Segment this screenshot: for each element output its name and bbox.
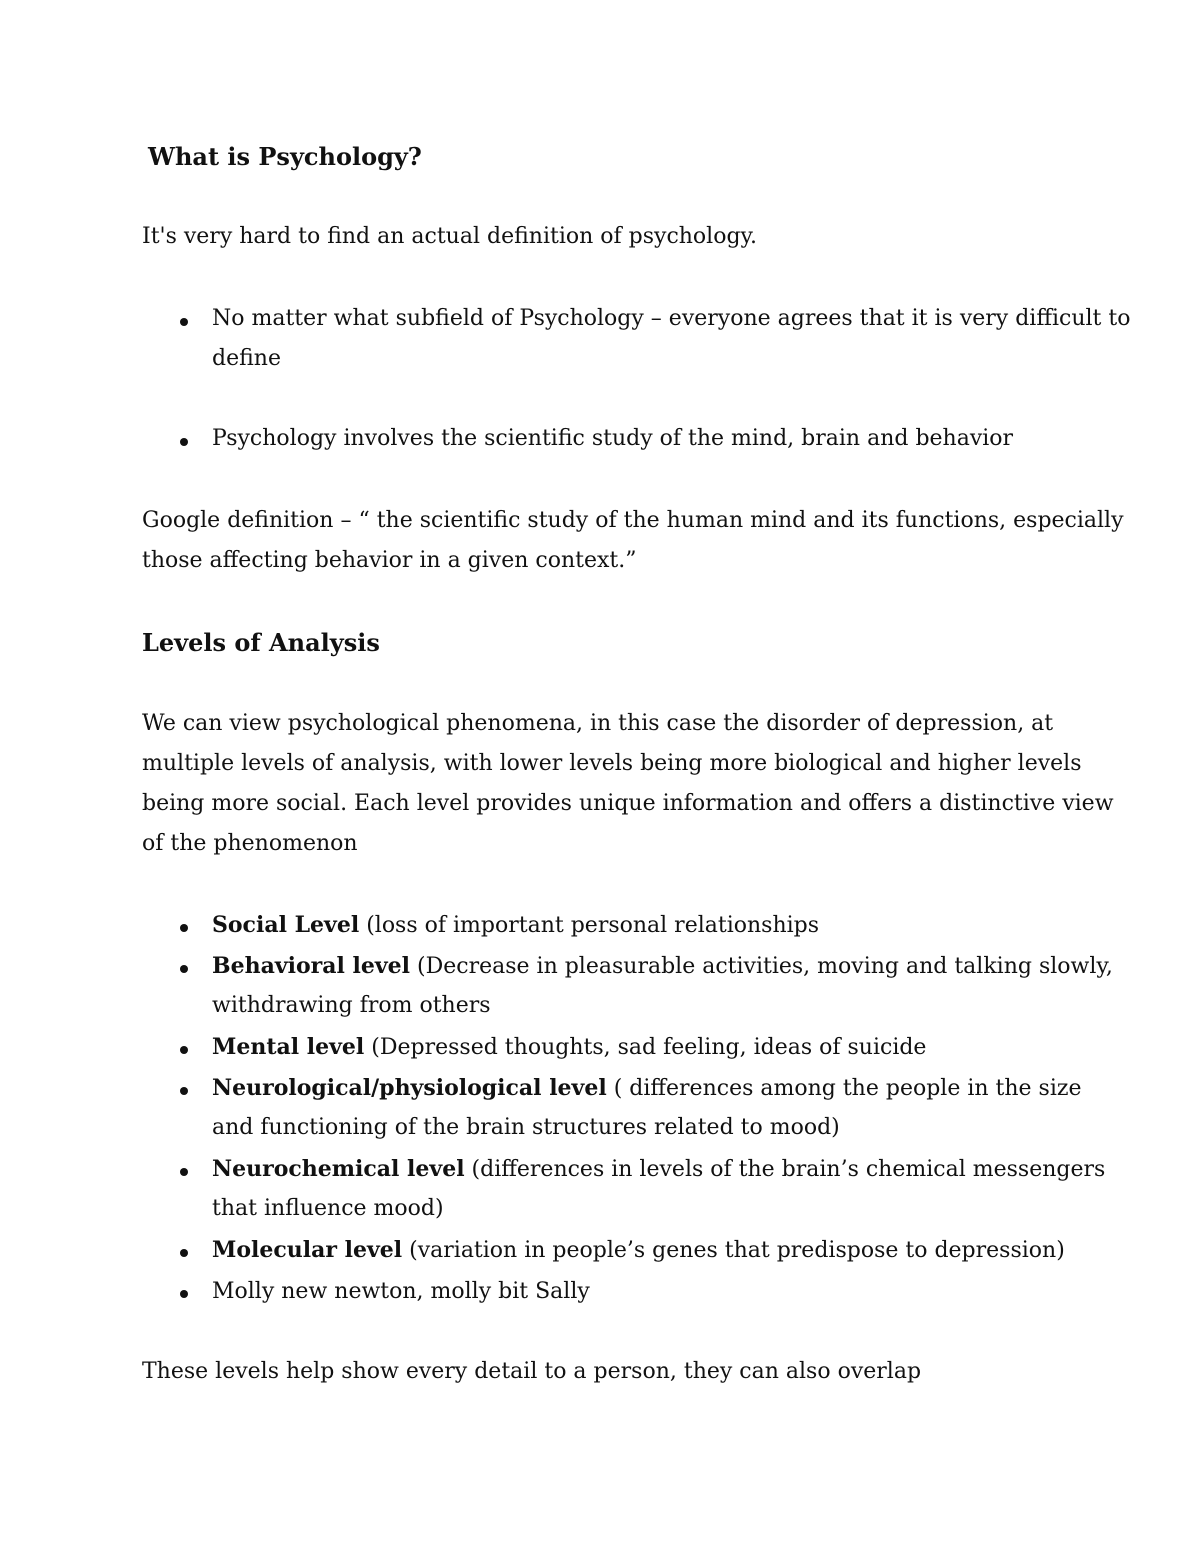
bullet-icon (180, 1087, 188, 1095)
bullet-icon (180, 1249, 188, 1257)
section-heading: Levels of Analysis (142, 628, 380, 657)
paragraph-line: We can view psychological phenomena, in this case the disorder of depression, at (142, 711, 1054, 736)
page-title: What is Psychology? (148, 142, 422, 171)
bullet-text-continued: define (212, 346, 281, 371)
level-item-neurological-continued: and functioning of the brain structures related to mood) (212, 1115, 840, 1140)
google-definition-continued: those affecting behavior in a given context.” (142, 548, 637, 573)
bullet-icon (180, 1046, 188, 1054)
level-item-molecular: Molecular level (variation in people’s genes that predispose to depression) (212, 1237, 1065, 1263)
intro-text: It's very hard to find an actual definition of psychology. (142, 224, 758, 249)
paragraph-line: of the phenomenon (142, 831, 358, 856)
level-item-behavioral: Behavioral level (Decrease in pleasurable activities, moving and talking slowly, (212, 953, 1113, 979)
level-item-neurochemical: Neurochemical level (differences in levels of the brain’s chemical messengers (212, 1156, 1106, 1182)
level-item-mnemonic: Molly new newton, molly bit Sally (212, 1279, 590, 1304)
bullet-text: Psychology involves the scientific study of the mind, brain and behavior (212, 426, 1014, 451)
bullet-icon (180, 965, 188, 973)
bullet-icon (180, 1290, 188, 1298)
paragraph-line: multiple levels of analysis, with lower levels being more biological and higher levels (142, 751, 1082, 776)
google-definition: Google definition – “ the scientific study of the human mind and its functions, especially (142, 508, 1124, 533)
bullet-icon (180, 1168, 188, 1176)
level-item-neurochemical-continued: that influence mood) (212, 1196, 444, 1221)
bullet-icon (180, 318, 188, 326)
paragraph-line: being more social. Each level provides unique information and offers a distinctive view (142, 791, 1114, 816)
level-item-social: Social Level (loss of important personal relationships (212, 912, 820, 938)
bullet-icon (180, 438, 188, 446)
closing-text: These levels help show every detail to a person, they can also overlap (142, 1359, 922, 1384)
level-item-behavioral-continued: withdrawing from others (212, 993, 491, 1018)
bullet-text: No matter what subfield of Psychology – everyone agrees that it is very difficult to (212, 306, 1131, 331)
level-item-neurological: Neurological/physiological level ( differences among the people in the size (212, 1075, 1082, 1101)
level-item-mental: Mental level (Depressed thoughts, sad feeling, ideas of suicide (212, 1034, 927, 1060)
bullet-icon (180, 924, 188, 932)
